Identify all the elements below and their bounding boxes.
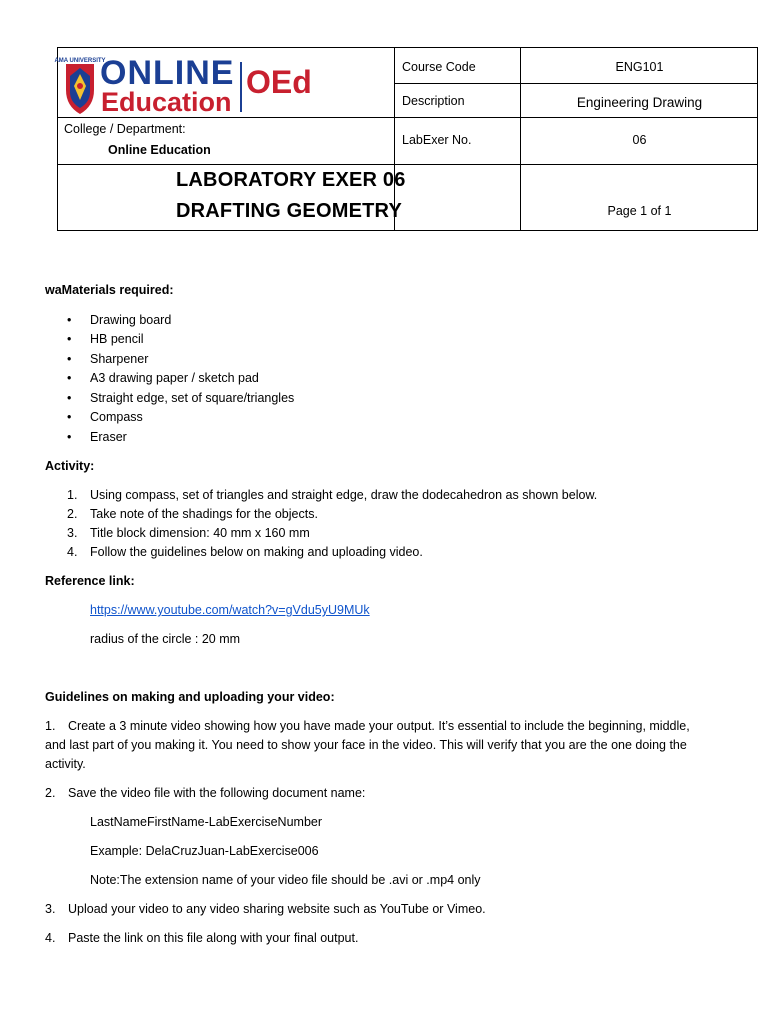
list-item: Take note of the shadings for the objects. <box>90 507 318 521</box>
college-label: College / Department: <box>64 122 186 136</box>
materials-heading: waMaterials required: <box>45 283 174 297</box>
list-number: 2. <box>45 786 56 800</box>
list-item: HB pencil <box>90 332 144 346</box>
divider <box>394 83 758 84</box>
labexer-value: 06 <box>632 133 647 147</box>
activity-heading: Activity: <box>45 459 95 473</box>
list-item: Compass <box>90 410 143 424</box>
bullet: • <box>67 352 72 366</box>
extension-note: Note:The extension name of your video file should be .avi or .mp4 only <box>90 873 481 887</box>
exercise-title: LABORATORY EXER 06 <box>176 169 406 191</box>
bullet: • <box>67 410 72 424</box>
guideline-text: Upload your video to any video sharing website such as YouTube or Vimeo. <box>68 902 486 916</box>
svg-text:AMA UNIVERSITY: AMA UNIVERSITY <box>54 58 106 64</box>
page-number: Page 1 of 1 <box>607 204 672 218</box>
logo-oed-text: OEd <box>246 64 312 100</box>
guideline-text: Paste the link on this file along with your final output. <box>68 931 359 945</box>
bullet: • <box>67 391 72 405</box>
radius-note: radius of the circle : 20 mm <box>90 632 241 646</box>
guidelines-heading: Guidelines on making and uploading your video: <box>45 690 335 704</box>
list-item: Using compass, set of triangles and straight edge, draw the dodecahedron as shown below. <box>90 488 598 502</box>
list-number: 3. <box>67 526 78 540</box>
list-number: 3. <box>45 902 56 916</box>
bullet: • <box>67 371 72 385</box>
list-number: 2. <box>67 507 78 521</box>
logo-education-text: Education <box>101 87 232 117</box>
bullet: • <box>67 430 72 444</box>
list-item: Straight edge, set of square/triangles <box>90 391 295 405</box>
list-item: A3 drawing paper / sketch pad <box>90 371 259 385</box>
guideline-text: Create a 3 minute video showing how you have made your output. It’s essential to include the beginning, middle, <box>68 719 690 733</box>
list-number: 4. <box>45 931 56 945</box>
reference-link[interactable]: https://www.youtube.com/watch?v=gVdu5yU9MUk <box>90 603 370 617</box>
logo-separator <box>240 62 242 112</box>
list-number: 1. <box>45 719 56 733</box>
description-label: Description <box>402 94 465 108</box>
list-item: Title block dimension: 40 mm x 160 mm <box>90 526 310 540</box>
course-code-value: ENG101 <box>615 60 664 74</box>
list-item: Follow the guidelines below on making and uploading video. <box>90 545 423 559</box>
description-value: Engineering Drawing <box>576 95 703 110</box>
list-number: 1. <box>67 488 78 502</box>
guideline-text: Save the video file with the following document name: <box>68 786 366 800</box>
exercise-subtitle: DRAFTING GEOMETRY <box>176 200 402 222</box>
header-table <box>54 47 758 231</box>
guideline-text: activity. <box>45 757 86 771</box>
logo-online-text: ONLINE <box>100 54 235 92</box>
bullet: • <box>67 313 72 327</box>
reference-heading: Reference link: <box>45 574 135 588</box>
bullet: • <box>67 332 72 346</box>
filename-format: LastNameFirstName-LabExerciseNumber <box>90 815 323 829</box>
college-value: Online Education <box>108 143 211 157</box>
list-item: Sharpener <box>90 352 149 366</box>
course-code-label: Course Code <box>402 60 476 74</box>
list-item: Eraser <box>90 430 127 444</box>
list-number: 4. <box>67 545 78 559</box>
divider <box>58 164 758 165</box>
online-education-logo <box>54 54 394 118</box>
list-item: Drawing board <box>90 313 172 327</box>
filename-example: Example: DelaCruzJuan-LabExercise006 <box>90 844 319 858</box>
labexer-label: LabExer No. <box>402 133 472 147</box>
guideline-text: and last part of you making it. You need to show your face in the video. This will verify that you are the one doing the <box>45 738 687 752</box>
